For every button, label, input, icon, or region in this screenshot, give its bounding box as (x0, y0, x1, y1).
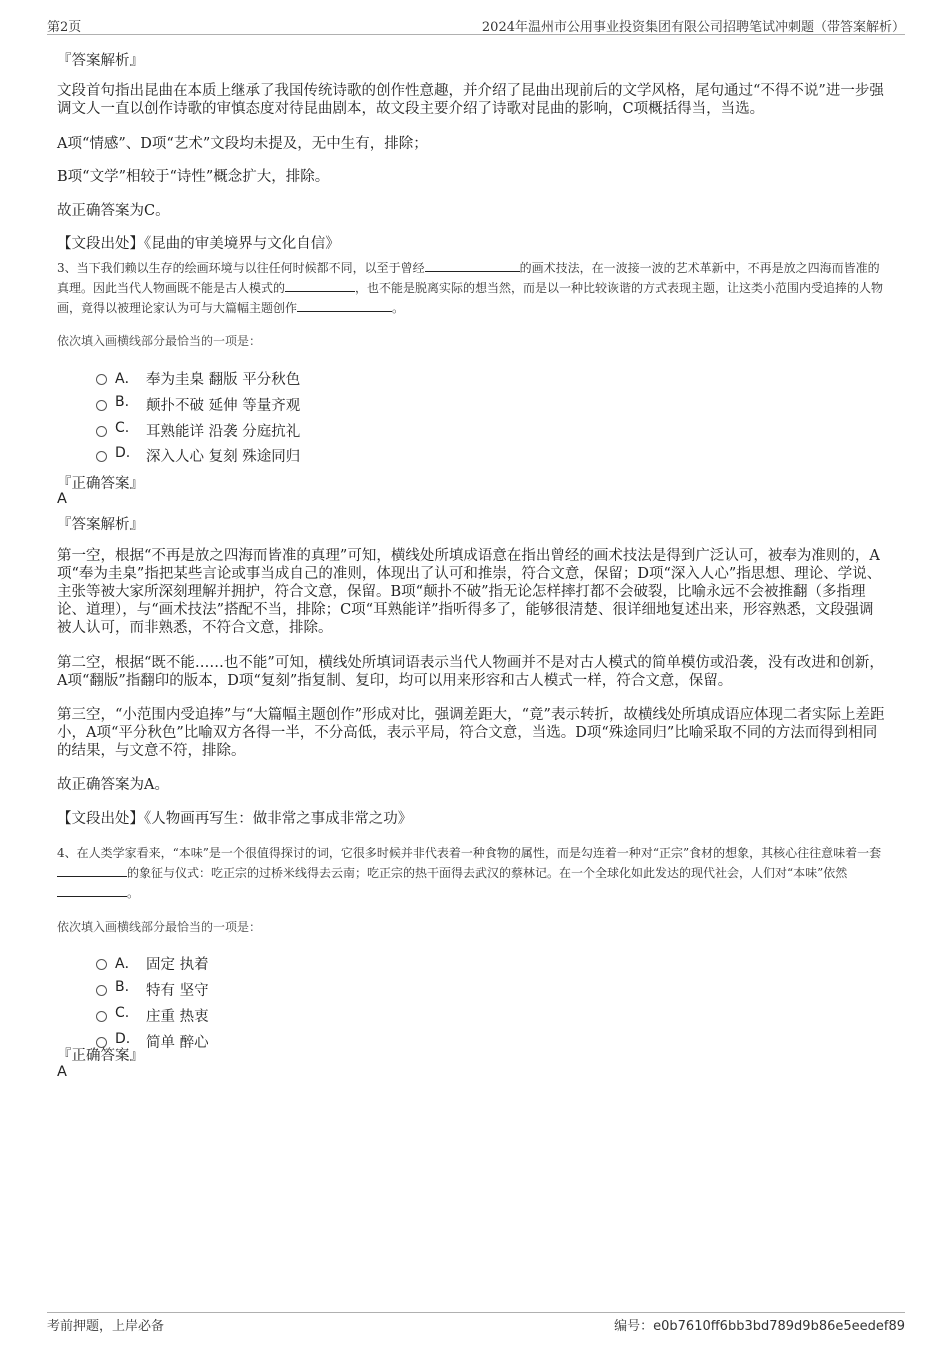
page-number: 第2页 (47, 20, 82, 35)
footer-slogan: 考前押题，上岸必备 (47, 1319, 165, 1334)
q2-analysis-p3: B项“文学”相较于“诗性”概念扩大，排除。 (57, 169, 330, 185)
radio-button[interactable] (96, 959, 107, 970)
q2-conclusion: 故正确答案为C。 (57, 203, 170, 219)
q3-analysis-tag: 『答案解析』 (57, 517, 144, 533)
radio-button[interactable] (96, 400, 107, 411)
q2-analysis-tag: 『答案解析』 (57, 53, 144, 69)
q3-stem: 3、当下我们赖以生存的绘画环境与以往任何时候都不同，以至于曾经 的画术技法，在一波接一波的艺术革新中，不再是放之四海而皆准的真理。因此当代人物画既不能是古人模式的 ，也不能是脱离实际的想当然，而是以一种比较诙谐的方式表现主题，让这类小范围内受追捧的人物画，竟得以被理论家认为可与大篇幅主题创作 。 (57, 258, 887, 318)
q3-answer-tag: 『正确答案』 (57, 476, 144, 492)
q3-source: 【文段出处】《人物画再写生：做非常之事成非常之功》 (57, 811, 413, 827)
q4-stem: 4、在人类学家看来，“本味”是一个很值得探讨的词，它很多时候并非代表着一种食物的属性，而是勾连着一种对“正宗”食材的想象，其核心往往意味着一套的象征与仪式：吃正宗的过桥米线得去云南；吃正宗的热干面得去武汉的蔡林记。在一个全球化如此发达的现代社会，人们对“本味”依然。 (57, 846, 882, 900)
blank-line (297, 298, 392, 312)
q4-prompt: 依次填入画横线部分最恰当的一项是： (57, 920, 262, 934)
q3-answer: A (57, 491, 67, 507)
q4-answer-tag: 『正确答案』 (57, 1048, 144, 1064)
radio-button[interactable] (96, 374, 107, 385)
q3-analysis-p1: 第一空，根据“不再是放之四海而皆准的真理”可知，横线处所填成语意在指出曾经的画术技法是得到广泛认可，被奉为准则的，A项“奉为圭臬”指把某些言论或事当成自己的准则，体现出了认可和推崇，符合文意，保留；D项“深入人心”指思想、理论、学说、主张等被大家所深刻理解并拥护，符合文意，保留。B项“颠扑不破”指无论怎样摔打都不会破裂，比喻永远不会被推翻（多指理论、道理），与“画术技法”搭配不当，排除；C项“耳熟能详”指听得多了，能够很清楚、很详细地复述出来，形容熟悉，文段强调被人认可，而非熟悉，不符合文意，排除。 (57, 548, 882, 636)
blank-line (285, 278, 355, 292)
q3-analysis-p3: 第三空，“小范围内受追捧”与“大篇幅主题创作”形成对比，强调差距大，“竟”表示转折，故横线处所填成语应体现二者实际上差距小，A项“平分秋色”比喻双方各得一半，不分高低，表示平局，符合文意，当选。D项“殊途同归”比喻采取不同的方法而得到相同的结果，与文意不符，排除。 (57, 707, 885, 759)
radio-button[interactable] (96, 985, 107, 996)
blank-line (425, 258, 520, 272)
radio-button[interactable] (96, 1011, 107, 1022)
radio-button[interactable] (96, 451, 107, 462)
radio-button[interactable] (96, 426, 107, 437)
document-title: 2024年温州市公用事业投资集团有限公司招聘笔试冲刺题（带答案解析） (481, 20, 905, 35)
q2-source: 【文段出处】《昆曲的审美境界与文化自信》 (57, 236, 340, 252)
blank-line (57, 883, 127, 897)
q3-conclusion: 故正确答案为A。 (57, 777, 169, 793)
q4-answer: A (57, 1064, 67, 1080)
q3-prompt: 依次填入画横线部分最恰当的一项是： (57, 334, 262, 348)
document-code: 编号：e0b7610ff6bb3bd789d9b86e5eedef89 (614, 1319, 905, 1334)
blank-line (57, 863, 127, 877)
q2-analysis-p1: 文段首句指出昆曲在本质上继承了我国传统诗歌的创作性意趣，并介绍了昆曲出现前后的文学风格，尾句通过“不得不说”进一步强调文人一直以创作诗歌的审慎态度对待昆曲剧本，故文段主要介绍了诗歌对昆曲的影响，C项概括得当，当选。 (57, 83, 884, 117)
page-footer (47, 1312, 905, 1335)
q2-analysis-p2: A项“情感”、D项“艺术”文段均未提及，无中生有，排除； (57, 136, 428, 152)
q3-analysis-p2: 第二空，根据“既不能……也不能”可知，横线处所填词语表示当代人物画并不是对古人模式的简单模仿或沿袭，没有改进和创新，A项“翻版”指翻印的版本，D项“复刻”指复制、复印，均可以用来形容和古人模式一样，符合文意，保留。 (57, 655, 884, 689)
page-header (47, 14, 905, 35)
